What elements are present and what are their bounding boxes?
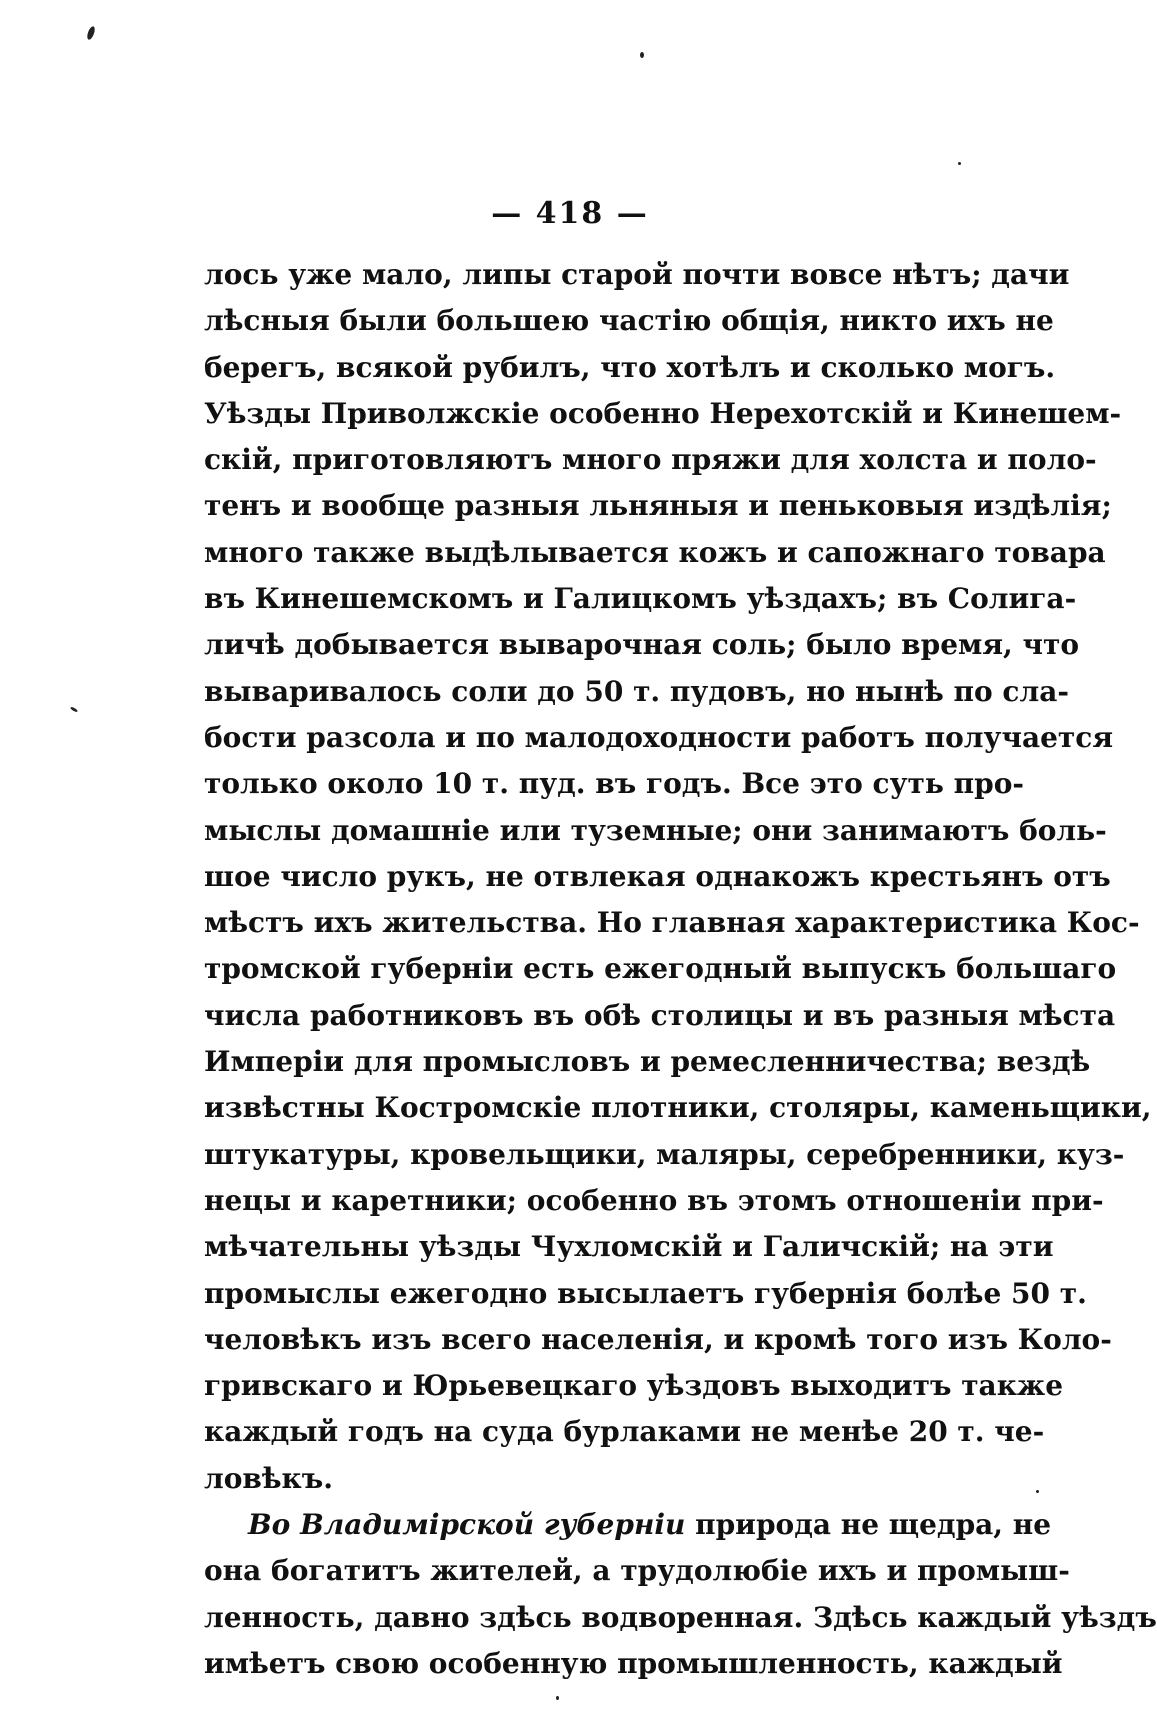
scan-speck: [556, 1696, 559, 1700]
paragraph-2: [204, 1502, 1157, 1687]
page-number: — 418 —: [491, 196, 649, 231]
text-line: личѣ добывается выварочная соль; было время, что: [204, 628, 1080, 662]
text-line: извѣстны Костромскіе плотники, столяры, каменьщики,: [204, 1091, 1152, 1125]
text-line: въ Кинешемскомъ и Галицкомъ уѣздахъ; въ Солига-: [204, 582, 1077, 616]
text-line: шое число рукъ, не отвлекая однакожъ крестьянъ отъ: [204, 859, 1111, 893]
text-line: берегъ, всякой рубилъ, что хотѣлъ и сколько могъ.: [204, 350, 1056, 384]
scan-speck: [86, 25, 96, 40]
scan-speck: [958, 162, 961, 165]
paragraph-1: [204, 252, 1152, 1502]
text-line: [204, 1502, 1052, 1548]
text-line: человѣкъ изъ всего населенія, и кромѣ того изъ Коло-: [204, 1322, 1112, 1356]
text-line: лось уже мало, липы старой почти вовсе нѣтъ; дачи: [204, 258, 1070, 291]
text-line: много также выдѣлывается кожъ и сапожнаго товара: [204, 535, 1106, 569]
scan-speck: [1036, 1490, 1039, 1493]
text-line: мыслы домашніе или туземные; они занимаютъ боль-: [204, 813, 1107, 847]
text-line: она богатитъ жителей, а трудолюбіе ихъ и промыш-: [204, 1554, 1070, 1588]
text-line: тенъ и вообще разныя льняныя и пеньковыя издѣлія;: [204, 489, 1112, 523]
text-line: вываривалось соли до 50 т. пудовъ, но нынѣ по сла-: [204, 674, 1069, 708]
text-line: промыслы ежегодно высылаетъ губернія болѣе 50 т.: [204, 1276, 1087, 1310]
scan-speck: [640, 52, 644, 58]
text-line: только около 10 т. пуд. въ годъ. Все это суть про-: [204, 767, 1024, 801]
scan-speck: [70, 706, 78, 713]
text-line: бости разсола и по малодоходности работъ получается: [204, 720, 1114, 754]
text-line: каждый годъ на суда бурлаками не менѣе 20 т. че-: [204, 1415, 1045, 1449]
line-continuation: природа не щедра, не: [685, 1508, 1052, 1542]
italic-heading: Во Владимірской губерніи: [248, 1508, 686, 1542]
text-line: мѣстъ ихъ жительства. Но главная характеристика Кос-: [204, 906, 1140, 940]
text-line: числа работниковъ въ обѣ столицы и въ разныя мѣста: [204, 998, 1116, 1032]
body-text: [204, 252, 1157, 1687]
text-line: тромской губерніи есть ежегодный выпускъ большаго: [204, 952, 1117, 986]
text-line: гривскаго и Юрьевецкаго уѣздовъ выходитъ также: [204, 1369, 1064, 1403]
text-line: имѣетъ свою особенную промышленность, каждый: [204, 1646, 1063, 1680]
text-line: штукатуры, кровельщики, маляры, серебренники, куз-: [204, 1137, 1125, 1171]
text-line: Имперіи для промысловъ и ремесленничества; вездѣ: [204, 1045, 1091, 1079]
text-line: нецы и каретники; особенно въ этомъ отношеніи при-: [204, 1183, 1104, 1217]
text-line: ленность, давно здѣсь водворенная. Здѣсь каждый уѣздъ: [204, 1600, 1157, 1634]
text-line: скій, приготовляютъ много пряжи для холста и поло-: [204, 443, 1097, 477]
text-line: ловѣкъ.: [204, 1461, 334, 1495]
text-line: Уѣзды Приволжскіе особенно Нерехотскій и Кинешем-: [204, 396, 1122, 430]
text-line: мѣчательны уѣзды Чухломскій и Галичскій; на эти: [204, 1230, 1054, 1264]
text-line: лѣсныя были большею частію общія, никто ихъ не: [204, 304, 1054, 338]
